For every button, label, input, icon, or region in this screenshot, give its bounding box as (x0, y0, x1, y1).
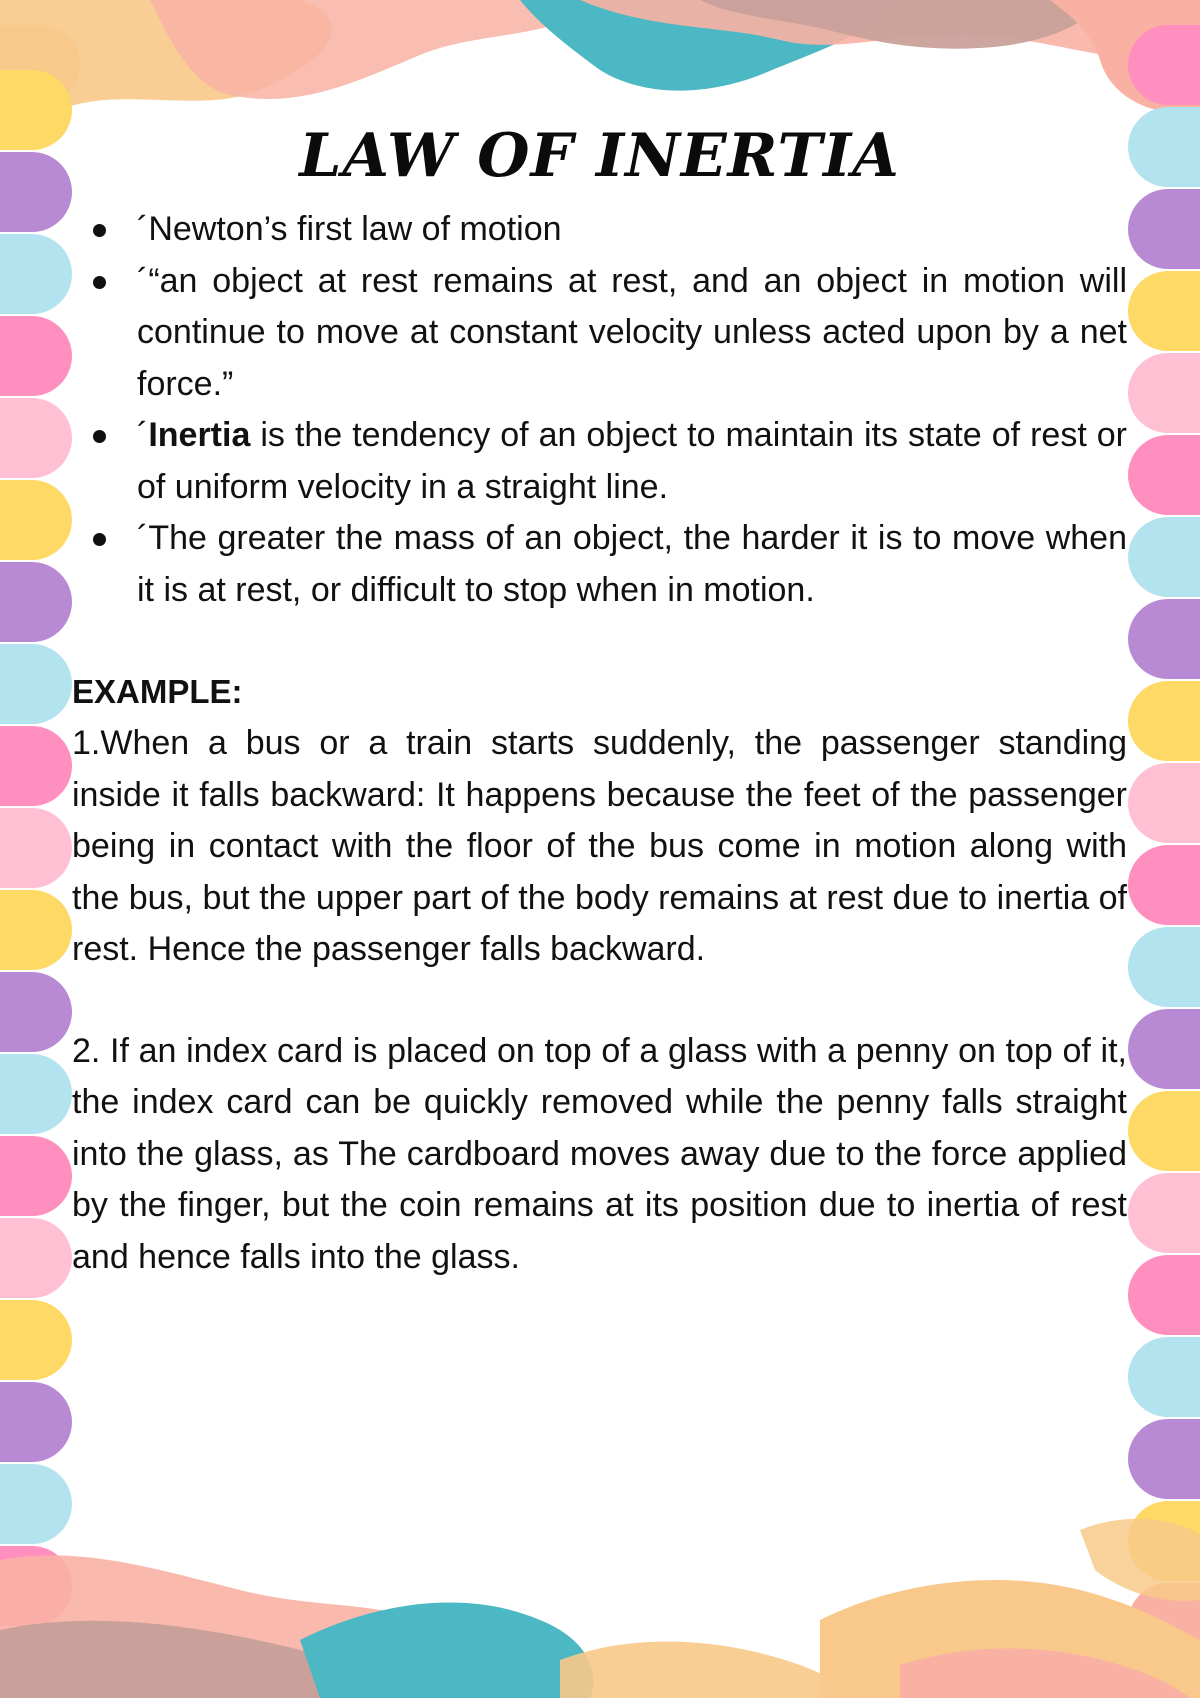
bullet-dot-icon (93, 224, 106, 237)
bullet-marker: ´ (137, 416, 149, 454)
bullet-dot-icon (93, 430, 106, 443)
top-wave-decoration (0, 0, 1200, 113)
example-paragraph-1: 1.When a bus or a train starts suddenly, the passenger standing inside it falls backward: It happens because the feet of the passenger being in contact with the floor of the bus come in motion along with the bus, but the upper part of the body remains at rest due to inertia of rest. Hence the passenger falls backward. (72, 724, 1127, 968)
bullet-marker: ´ (137, 261, 149, 300)
example-paragraph-2: 2. If an index card is placed on top of a glass with a penny on top of it, the index card can be quickly removed while the penny falls straight into the glass, as The cardboard moves away due to the force applied by the finger, but the coin remains at its position due to inertia of rest and hence falls into the glass. (72, 1031, 1127, 1276)
example-heading: EXAMPLE: (72, 673, 243, 710)
bullet-text: is the tendency of an object to maintain its state of rest or of uniform velocity in a straight line. (137, 416, 1127, 506)
bullet-dot-icon (93, 276, 106, 289)
bullet-bold-term: Inertia (148, 416, 251, 454)
page-title: LAW OF INERTIA (299, 121, 900, 191)
bullet-marker: ´ (137, 519, 149, 557)
bullet-text: Newton’s first law of motion (148, 210, 562, 248)
left-scallop-border (0, 25, 80, 1626)
bullet-dot-icon (93, 533, 106, 546)
list-item (137, 256, 1127, 411)
bullet-text: The greater the mass of an object, the harder it is to move when it is at rest, or difficult to stop when in motion. (137, 519, 1127, 609)
list-item (137, 513, 1127, 616)
bottom-wave-decoration (0, 1519, 1200, 1698)
bullet-marker: ´ (137, 210, 149, 248)
definition-list (72, 204, 1127, 616)
right-scallop-border (1128, 25, 1200, 1663)
list-item (137, 204, 1127, 256)
bullet-text: “an object at rest remains at rest, and an object in motion will continue to move at constant velocity unless acted upon by a net force.” (137, 261, 1127, 403)
document-body (72, 118, 1127, 1283)
list-item (137, 410, 1127, 513)
